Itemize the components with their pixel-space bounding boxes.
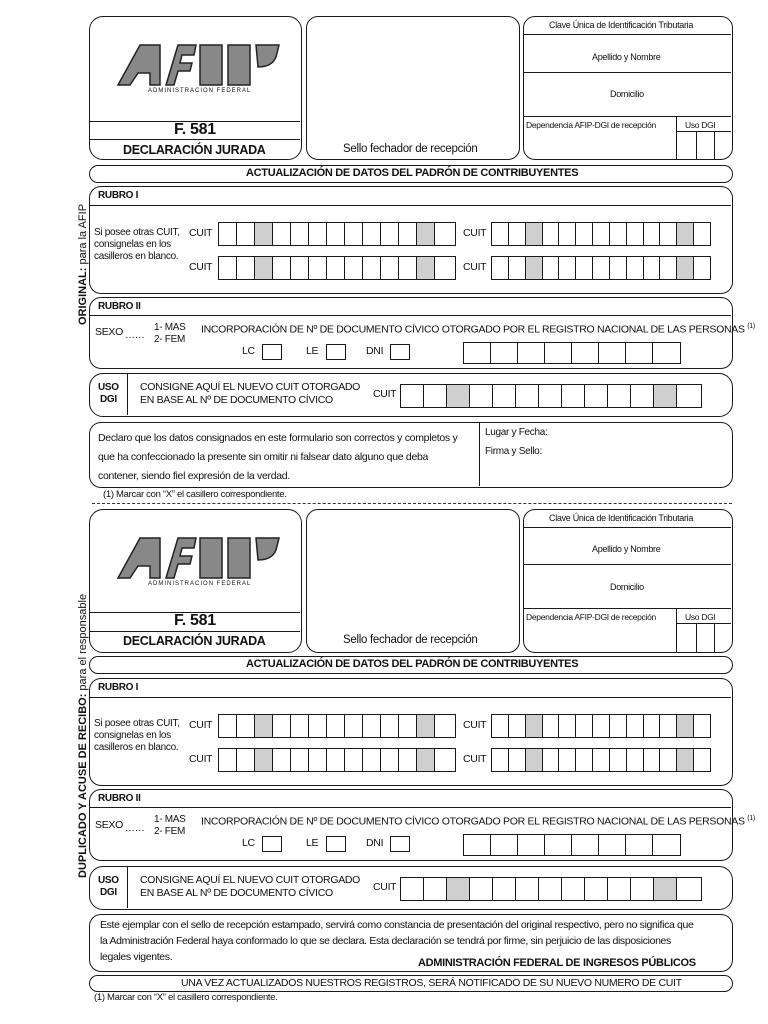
uso-dgi-tag: USO DGI xyxy=(98,875,119,898)
form-title-bar xyxy=(89,165,733,183)
rubro1-cuit-label: CUIT xyxy=(463,261,487,273)
declaration-label: DECLARACIÓN JURADA xyxy=(123,143,266,157)
duplicate-side-label: DUPLICADO Y ACUSE DE RECIBO: para el responsable xyxy=(77,593,89,878)
name-field-label: Apellido y Nombre xyxy=(592,52,661,62)
form-title: ACTUALIZACIÓN DE DATOS DEL PADRÓN DE CONTRIBUYENTES xyxy=(246,167,579,179)
declaration-label: DECLARACIÓN JURADA xyxy=(123,634,266,648)
logo-subtitle: ADMINISTRACION FEDERAL xyxy=(148,581,252,587)
dni-label: DNI xyxy=(366,837,384,849)
declaration-section xyxy=(89,422,733,488)
uso-dgi-cuit-label: CUIT xyxy=(373,388,397,400)
form-number: F. 581 xyxy=(174,121,216,138)
rubro1-section xyxy=(89,186,733,294)
cuit-input[interactable] xyxy=(218,222,456,246)
le-checkbox[interactable] xyxy=(326,344,346,360)
le-checkbox[interactable] xyxy=(326,836,346,852)
footnote: (1) Marcar con “X” el casillero correspondiente. xyxy=(94,992,278,1003)
stamp-box xyxy=(306,509,520,653)
rubro1-cuit-label: CUIT xyxy=(189,719,213,731)
notification-text: UNA VEZ ACTUALIZADOS NUESTROS REGISTROS, SERÁ NOTIFICADO DE SU NUEVO NUMERO DE CUIT xyxy=(181,977,682,989)
logo-subtitle: ADMINISTRACION FEDERAL xyxy=(148,88,252,94)
uso-dgi-section xyxy=(89,373,733,417)
new-cuit-input[interactable] xyxy=(400,384,702,408)
agency-name: ADMINISTRACIÓN FEDERAL DE INGRESOS PÚBLICOS xyxy=(418,957,696,969)
sexo-option-male: 1- MAS xyxy=(154,322,186,333)
declaration-text: Declaro que los datos consignados en este formulario son correctos y completos y que ha confeccionado la presente sin omitir ni falsear dato alguno que deba contener, siendo fiel expresión de la verdad. xyxy=(98,432,458,482)
acknowledgement-section xyxy=(89,914,733,972)
stamp-box xyxy=(306,16,520,160)
cuit-input[interactable] xyxy=(491,256,711,280)
form-title: ACTUALIZACIÓN DE DATOS DEL PADRÓN DE CONTRIBUYENTES xyxy=(246,658,579,670)
rubro2-section xyxy=(89,789,755,861)
afip-logo-icon xyxy=(116,43,281,88)
address-field-label: Domicilio xyxy=(610,582,644,592)
address-field-label: Domicilio xyxy=(610,89,644,99)
incorporation-text: INCORPORACIÓN DE Nº DE DOCUMENTO CÍVICO OTORGADO POR EL REGISTRO NACIONAL DE LAS PERSONAS $^{(1)}$ xyxy=(201,815,755,828)
rubro1-title: RUBRO I xyxy=(98,682,139,693)
rubro1-title: RUBRO I xyxy=(98,190,139,201)
sexo-option-female: 2- FEM xyxy=(154,334,185,345)
uso-dgi-section xyxy=(89,866,733,910)
cuit-input[interactable] xyxy=(218,714,456,738)
rubro1-instructions: Si posee otras CUIT, consignelas en los casilleros en blanco. xyxy=(94,718,180,753)
rubro1-section xyxy=(89,678,733,786)
cuit-field-label: Clave Única de Identificación Tributaria xyxy=(549,513,694,523)
new-cuit-input[interactable] xyxy=(400,877,702,901)
form-title-bar xyxy=(89,656,733,674)
dependency-label: Dependencia AFIP-DGI de recepción xyxy=(526,612,656,622)
rubro1-instructions: Si posee otras CUIT, consignelas en los casilleros en blanco. xyxy=(94,227,180,262)
cuit-field-label: Clave Única de Identificación Tributaria xyxy=(549,20,694,30)
afip-logo-icon xyxy=(116,536,281,581)
lc-checkbox[interactable] xyxy=(262,836,282,852)
lc-label: LC xyxy=(242,345,255,357)
lc-checkbox[interactable] xyxy=(262,344,282,360)
sexo-dots: …… xyxy=(125,823,145,834)
dni-checkbox[interactable] xyxy=(390,836,410,852)
original-side-label: ORIGINAL: para la AFIP xyxy=(77,203,89,325)
sexo-label: SEXO xyxy=(95,326,123,338)
dni-checkbox[interactable] xyxy=(390,344,410,360)
rubro2-section xyxy=(89,297,755,369)
logo-box xyxy=(89,509,302,653)
footnote: (1) Marcar con “X” el casillero correspondiente. xyxy=(103,489,287,500)
sexo-dots: …… xyxy=(125,330,145,341)
name-field-label: Apellido y Nombre xyxy=(592,544,661,554)
document-number-input[interactable] xyxy=(463,342,681,364)
rubro1-cuit-label: CUIT xyxy=(189,227,213,239)
lc-label: LC xyxy=(242,837,255,849)
dni-label: DNI xyxy=(366,345,384,357)
cuit-input[interactable] xyxy=(491,222,711,246)
uso-dgi-label: Uso DGI xyxy=(685,612,716,622)
place-date-label: Lugar y Fecha: xyxy=(485,427,548,438)
rubro1-cuit-label: CUIT xyxy=(463,753,487,765)
taxpayer-id-box xyxy=(523,509,733,653)
rubro1-cuit-label: CUIT xyxy=(189,261,213,273)
notification-bar xyxy=(89,975,733,992)
logo-box xyxy=(89,16,302,160)
cuit-input[interactable] xyxy=(218,748,456,772)
uso-dgi-text: CONSIGNE AQUÍ EL NUEVO CUIT OTORGADO EN BASE AL Nº DE DOCUMENTO CÍVICO xyxy=(140,874,361,899)
uso-dgi-tag: USO DGI xyxy=(98,382,119,405)
signature-label: Firma y Sello: xyxy=(485,446,542,457)
rubro2-title: RUBRO II xyxy=(98,301,141,312)
rubro1-cuit-label: CUIT xyxy=(463,227,487,239)
acknowledgement-text: Este ejemplar con el sello de recepción estampado, servirá como constancia de presentación del original respectivo, pero no significa que la Administración Federal haya conformado lo que se declara. Esta declaración se tendrá por firme, sin perjuicio de las disposiciones legales vigentes. xyxy=(100,919,694,963)
rubro2-title: RUBRO II xyxy=(98,793,141,804)
le-label: LE xyxy=(306,837,319,849)
stamp-label: Sello fechador de recepción xyxy=(343,634,478,646)
cuit-input[interactable] xyxy=(491,714,711,738)
rubro1-cuit-label: CUIT xyxy=(463,719,487,731)
uso-dgi-label: Uso DGI xyxy=(685,120,716,130)
stamp-label: Sello fechador de recepción xyxy=(343,143,478,155)
cuit-input[interactable] xyxy=(218,256,456,280)
sexo-option-male: 1- MAS xyxy=(154,814,186,825)
sexo-label: SEXO xyxy=(95,819,123,831)
rubro1-cuit-label: CUIT xyxy=(189,753,213,765)
uso-dgi-cuit-label: CUIT xyxy=(373,881,397,893)
document-number-input[interactable] xyxy=(463,834,681,856)
uso-dgi-text: CONSIGNE AQUÍ EL NUEVO CUIT OTORGADO EN BASE AL Nº DE DOCUMENTO CÍVICO xyxy=(140,381,361,406)
sexo-option-female: 2- FEM xyxy=(154,826,185,837)
incorporation-text: INCORPORACIÓN DE Nº DE DOCUMENTO CÍVICO OTORGADO POR EL REGISTRO NACIONAL DE LAS PERSONAS $^{(1)}$ xyxy=(201,323,755,336)
le-label: LE xyxy=(306,345,319,357)
taxpayer-id-box xyxy=(523,16,733,160)
dependency-label: Dependencia AFIP-DGI de recepción xyxy=(526,120,656,130)
form-number: F. 581 xyxy=(174,612,216,629)
cuit-input[interactable] xyxy=(491,748,711,772)
tear-line xyxy=(92,503,732,504)
